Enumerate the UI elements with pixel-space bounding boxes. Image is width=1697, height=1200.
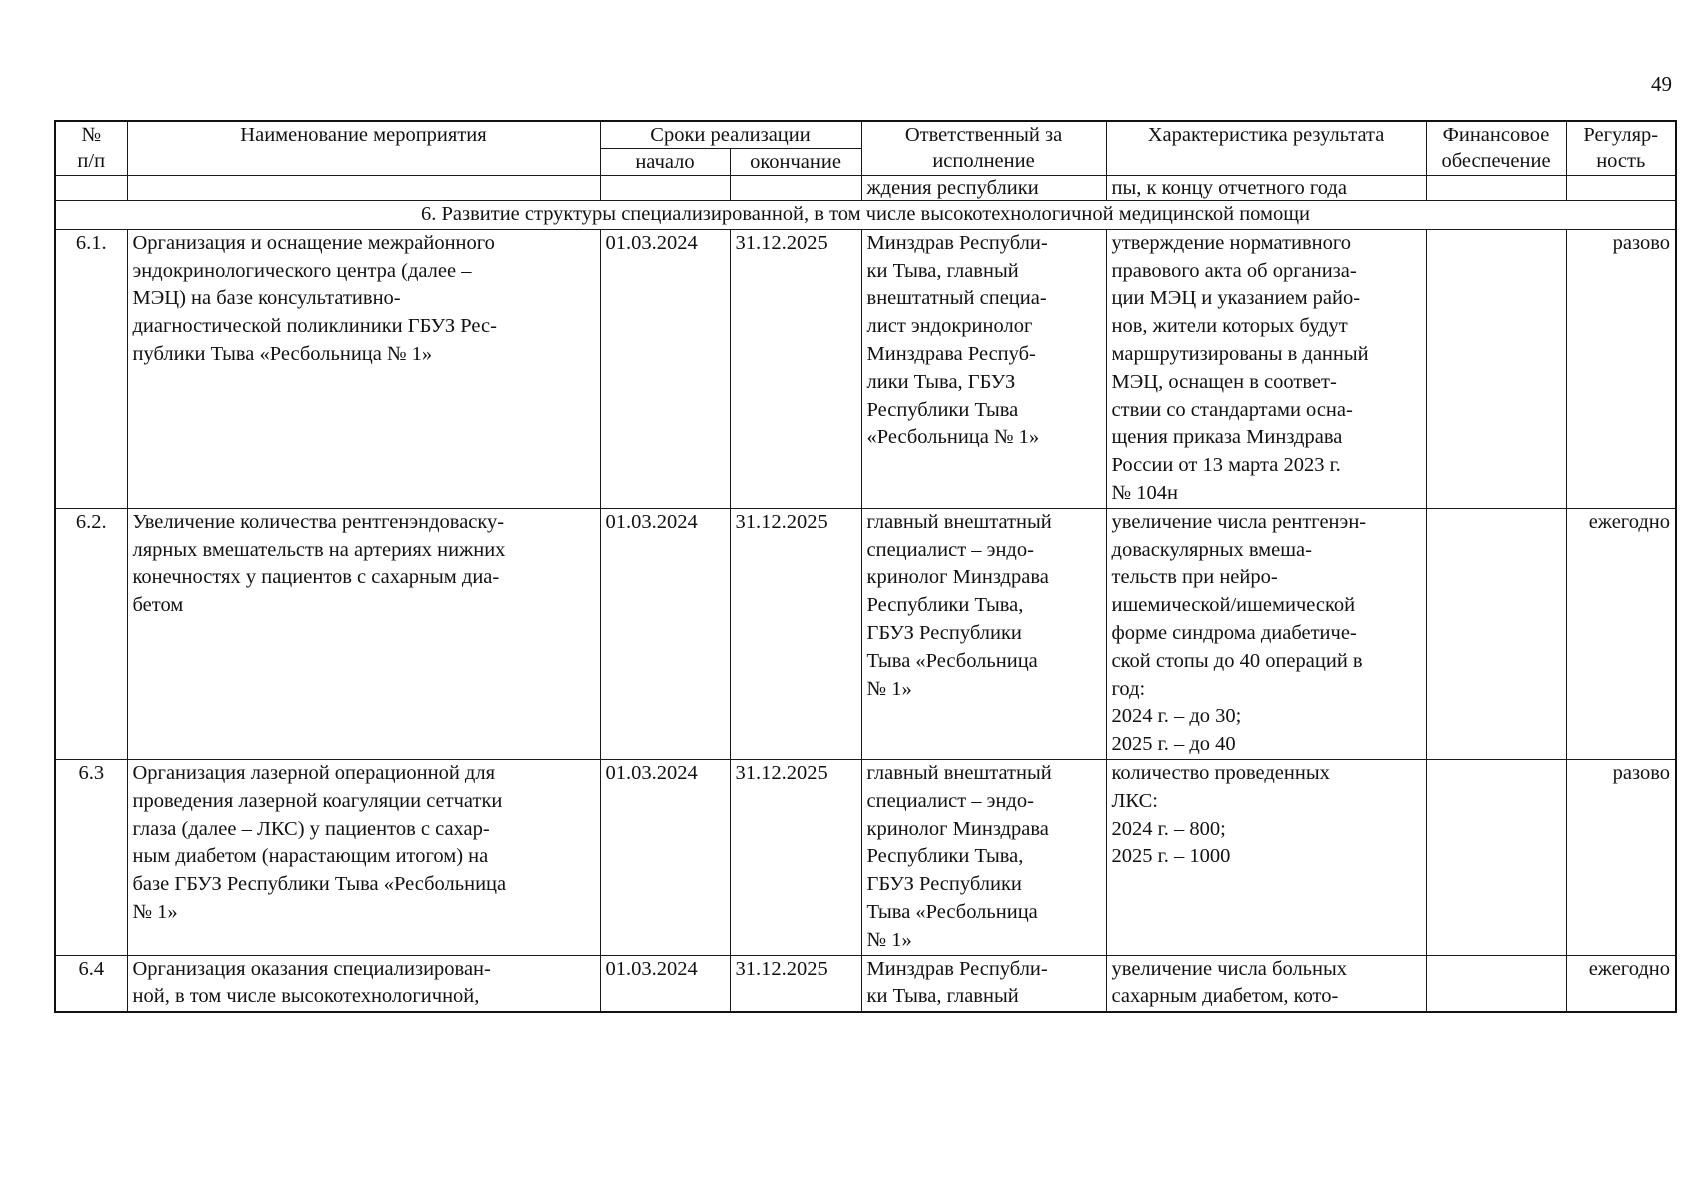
cell-regularity: разово [1566, 759, 1676, 955]
cell-regularity: ежегодно [1566, 508, 1676, 759]
cell-responsible: главный внештатный специалист – эндо- кринолог Минздрава Республики Тыва, ГБУЗ Республики Тыва «Ресбольница № 1» [861, 759, 1106, 955]
cell-end: 31.12.2025 [730, 229, 861, 508]
header-responsible: Ответственный за исполнение [861, 121, 1106, 176]
cell-num: 6.4 [55, 955, 127, 1012]
header-start: начало [600, 149, 730, 176]
cell-finance [1426, 759, 1566, 955]
cell-num: 6.1. [55, 229, 127, 508]
cell-name: Организация лазерной операционной для проведения лазерной коагуляции сетчатки глаза (далее – ЛКС) у пациентов с сахар- ным диабетом (нарастающим итогом) на базе ГБУЗ Республики Тыва «Ресбольница № 1» [127, 759, 600, 955]
cell-finance [1426, 955, 1566, 1012]
cell-responsible: главный внештатный специалист – эндо- кринолог Минздрава Республики Тыва, ГБУЗ Республики Тыва «Ресбольница № 1» [861, 508, 1106, 759]
header-name: Наименование мероприятия [127, 121, 600, 176]
cell-result: увеличение числа больных сахарным диабетом, кото- [1106, 955, 1426, 1012]
header-num: № п/п [55, 121, 127, 176]
cell-regularity: разово [1566, 229, 1676, 508]
cell-result: пы, к концу отчетного года [1106, 176, 1426, 201]
cell-empty [730, 176, 861, 201]
cell-end: 31.12.2025 [730, 759, 861, 955]
section-title: 6. Развитие структуры специализированной, в том числе высокотехнологичной медицинской помощи [55, 201, 1676, 230]
cell-regularity: ежегодно [1566, 955, 1676, 1012]
cell-result: увеличение числа рентгенэн- доваскулярных вмеша- тельств при нейро- ишемической/ишемической форме синдрома диабетиче- ской стопы до 40 операций в год: 2024 г. – до 30; 2025 г. – до 40 [1106, 508, 1426, 759]
table-row [55, 229, 1676, 508]
cell-name: Организация и оснащение межрайонного эндокринологического центра (далее – МЭЦ) на базе консультативно- диагностической поликлиники ГБУЗ Рес- публики Тыва «Ресбольница № 1» [127, 229, 600, 508]
cell-empty [1566, 176, 1676, 201]
cell-responsible: Минздрав Республи- ки Тыва, главный [861, 955, 1106, 1012]
cell-result: утверждение нормативного правового акта об организа- ции МЭЦ и указанием райо- нов, жители которых будут маршрутизированы в данный МЭЦ, оснащен в соответ- ствии со стандартами осна- щения приказа Минздрава России от 13 марта 2023 г. № 104н [1106, 229, 1426, 508]
cell-name: Увеличение количества рентгенэндоваску- лярных вмешательств на артериях нижних конечностях у пациентов с сахарным диа- бетом [127, 508, 600, 759]
cell-result: количество проведенных ЛКС: 2024 г. – 800; 2025 г. – 1000 [1106, 759, 1426, 955]
cell-end: 31.12.2025 [730, 955, 861, 1012]
cell-name: Организация оказания специализирован- ной, в том числе высокотехнологичной, [127, 955, 600, 1012]
section-row [55, 201, 1676, 230]
cell-empty [1426, 176, 1566, 201]
cell-finance [1426, 229, 1566, 508]
cell-num: 6.2. [55, 508, 127, 759]
cell-empty [127, 176, 600, 201]
cell-start: 01.03.2024 [600, 508, 730, 759]
header-period: Сроки реализации [600, 121, 861, 149]
cell-start: 01.03.2024 [600, 955, 730, 1012]
table-row [55, 759, 1676, 955]
cell-start: 01.03.2024 [600, 759, 730, 955]
cell-finance [1426, 508, 1566, 759]
cell-empty [55, 176, 127, 201]
page-number: 49 [1651, 72, 1672, 96]
cell-responsible: ждения республики [861, 176, 1106, 201]
header-finance: Финансовое обеспечение [1426, 121, 1566, 176]
header-regularity: Регуляр- ность [1566, 121, 1676, 176]
cell-responsible: Минздрав Республи- ки Тыва, главный внештатный специа- лист эндокринолог Минздрава Респуб- лики Тыва, ГБУЗ Республики Тыва «Ресбольница № 1» [861, 229, 1106, 508]
header-end: окончание [730, 149, 861, 176]
cell-end: 31.12.2025 [730, 508, 861, 759]
header-result: Характеристика результата [1106, 121, 1426, 176]
cell-num: 6.3 [55, 759, 127, 955]
table-row [55, 955, 1676, 1012]
cell-empty [600, 176, 730, 201]
table-row [55, 508, 1676, 759]
cell-start: 01.03.2024 [600, 229, 730, 508]
table-row-continuation [55, 176, 1676, 201]
events-table [54, 120, 1677, 1013]
